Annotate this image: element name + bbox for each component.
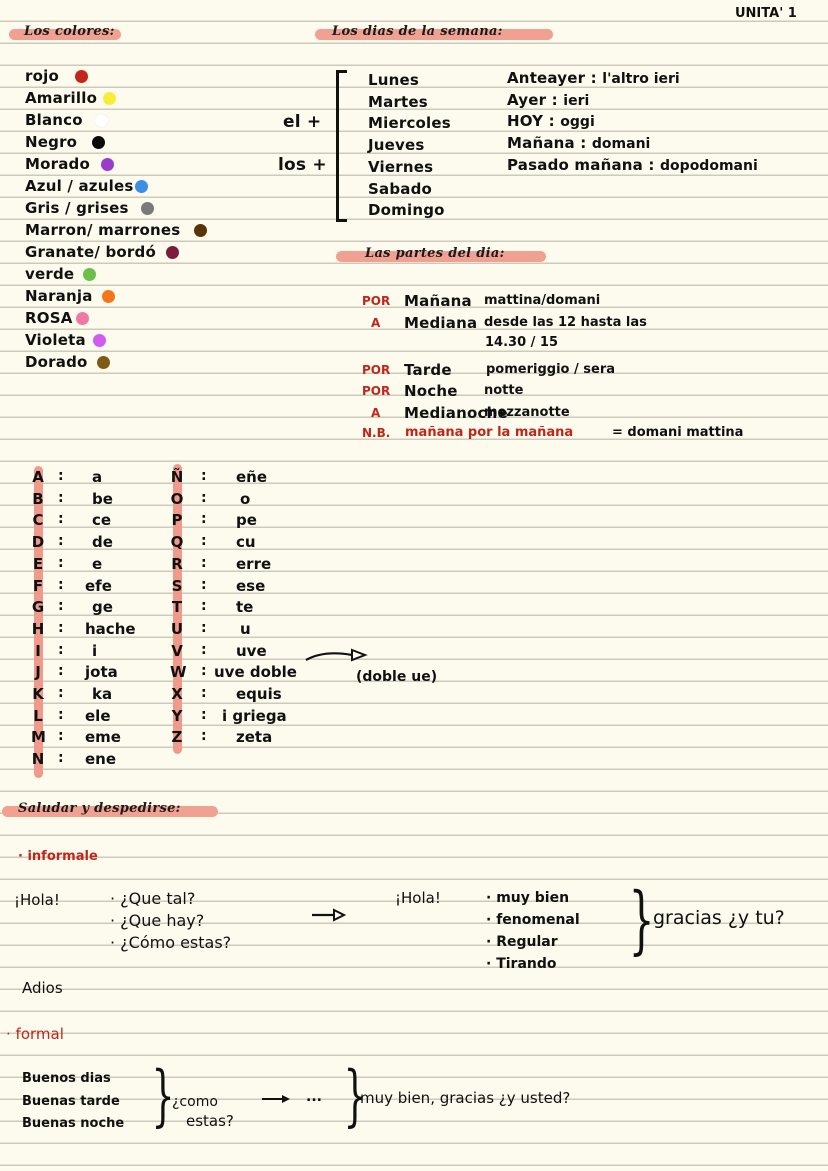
- alphabet-name: ele: [85, 706, 111, 725]
- time-of-day: Noche: [404, 382, 458, 400]
- colon: :: [58, 728, 64, 745]
- alphabet-letter: G: [31, 598, 45, 617]
- colon: :: [58, 576, 64, 593]
- color-name: Marron/ marrones: [25, 221, 181, 239]
- alphabet-letter: Y: [171, 706, 183, 725]
- color-dot-2: [95, 114, 108, 127]
- formal-estas: estas?: [186, 1112, 234, 1130]
- time-preposition: A: [371, 406, 381, 420]
- question-que-hay: · ¿Que hay?: [110, 911, 205, 930]
- alphabet-name: ene: [85, 750, 117, 769]
- formal-buenas-noche: Buenas noche: [22, 1116, 125, 1131]
- alphabet-name: efe: [85, 576, 112, 595]
- relative-day-italian: domani: [591, 136, 651, 153]
- colon: :: [201, 663, 207, 680]
- color-dot-3: [92, 136, 105, 149]
- alphabet-name: be: [92, 489, 113, 508]
- time-translation: mattina/domani: [484, 293, 601, 308]
- question-que-tal: · ¿Que tal?: [110, 889, 196, 908]
- relative-day-spanish: Anteayer: [507, 69, 586, 87]
- formal-label: · formal: [6, 1025, 64, 1043]
- alphabet-name: o: [240, 489, 251, 508]
- color-name: Blanco: [25, 111, 83, 129]
- color-dot-9: [83, 268, 96, 281]
- color-name: Azul / azules: [25, 177, 134, 195]
- color-dot-10: [102, 290, 115, 303]
- formal-reply: muy bien, gracias ¿y usted?: [360, 1089, 571, 1107]
- hola-reply: ¡Hola!: [395, 889, 441, 907]
- alphabet-letter: Ñ: [170, 468, 184, 486]
- alphabet-name: equis: [236, 685, 282, 703]
- day-name: Domingo: [368, 201, 445, 220]
- relative-day-row: [507, 155, 758, 174]
- alphabet-name: uve: [236, 641, 267, 660]
- alphabet-letter: R: [171, 554, 183, 573]
- relative-day-spanish: Ayer: [507, 90, 547, 109]
- hola-informal: ¡Hola!: [14, 891, 60, 909]
- colon: :: [201, 728, 207, 745]
- time-of-day: Mediana: [404, 314, 478, 332]
- relative-day-spanish: Mañana: [507, 134, 575, 153]
- alphabet-letter: F: [32, 576, 44, 595]
- alphabet-name: erre: [236, 554, 272, 573]
- arrow-icon: [304, 648, 368, 664]
- arrow-right-icon: [310, 908, 346, 922]
- color-dot-1: [103, 92, 116, 105]
- colon: :: [201, 619, 207, 636]
- relative-day-row: [507, 133, 650, 152]
- relative-day-italian: l'altro ieri: [602, 71, 680, 87]
- alphabet-name: e: [92, 554, 103, 573]
- color-dot-12: [93, 334, 106, 347]
- relative-day-italian: oggi: [560, 114, 595, 131]
- alphabet-letter: Z: [171, 728, 183, 747]
- answers-brace: }: [628, 877, 655, 963]
- dias-title: Los dias de la semana:: [332, 24, 503, 39]
- relative-day-row: [507, 68, 680, 87]
- relative-day-italian: dopodomani: [660, 157, 758, 174]
- color-dot-11: [76, 312, 89, 325]
- color-name: Gris / grises: [25, 199, 129, 217]
- separator: :: [642, 155, 661, 174]
- colon: :: [58, 706, 64, 723]
- time-translation: desde las 12 hasta las: [484, 315, 647, 330]
- formal-buenos-dias: Buenos dias: [22, 1071, 111, 1086]
- alphabet-letter: B: [32, 489, 44, 508]
- alphabet-letter: A: [32, 468, 44, 486]
- color-dot-4: [101, 158, 114, 171]
- colon: :: [58, 619, 64, 636]
- alphabet-name: ce: [92, 511, 112, 530]
- adios: Adios: [22, 979, 63, 997]
- colon: :: [58, 685, 64, 701]
- alphabet-name: i: [92, 641, 98, 660]
- alphabet-name: ge: [92, 598, 113, 617]
- colon: :: [58, 468, 64, 484]
- partes-title: Las partes del dia:: [365, 246, 505, 261]
- alphabet-name: eñe: [236, 468, 268, 486]
- relative-day-spanish: Pasado mañana: [507, 155, 643, 174]
- time-translation: mezzanotte: [484, 405, 570, 420]
- color-dot-7: [194, 224, 207, 237]
- color-name: ROSA: [25, 309, 73, 327]
- formal-reply-brace: }: [343, 1057, 367, 1134]
- formal-como: ¿como: [172, 1094, 218, 1110]
- alphabet-letter: E: [32, 554, 44, 573]
- colores-title: Los colores:: [24, 24, 115, 39]
- article-el: el +: [283, 112, 322, 132]
- relative-day-italian: ieri: [563, 92, 590, 109]
- color-name: Naranja: [25, 287, 93, 305]
- time-translation: 14.30 / 15: [485, 335, 559, 350]
- alphabet-name: u: [240, 619, 251, 638]
- alphabet-name: pe: [236, 511, 257, 530]
- color-name: rojo: [25, 67, 59, 85]
- answer-option: · muy bien: [486, 890, 570, 906]
- separator: :: [585, 69, 603, 87]
- alphabet-letter: O: [170, 489, 184, 508]
- unit-label: UNITA' 1: [735, 6, 797, 21]
- color-name: Violeta: [25, 331, 86, 349]
- note-italian: = domani mattina: [612, 425, 744, 440]
- informal-label: · informale: [18, 849, 98, 864]
- alphabet-letter: Q: [170, 533, 184, 552]
- alphabet-letter: V: [171, 641, 183, 660]
- alphabet-letter: M: [31, 728, 46, 747]
- formal-ellipsis: ...: [306, 1089, 322, 1105]
- separator: :: [543, 112, 561, 131]
- note-spanish: mañana por la mañana: [405, 425, 574, 440]
- alphabet-letter: P: [171, 511, 183, 530]
- color-dot-0: [75, 70, 88, 83]
- time-of-day: Mañana: [404, 292, 472, 310]
- answer-option: · fenomenal: [486, 912, 580, 928]
- alphabet-name: hache: [85, 619, 136, 638]
- alphabet-name: a: [92, 468, 103, 486]
- alphabet-name: ka: [92, 685, 113, 703]
- colon: :: [58, 663, 64, 680]
- time-translation: pomeriggio / sera: [486, 362, 616, 377]
- note-prefix: N.B.: [362, 426, 391, 440]
- alphabet-letter: N: [31, 750, 45, 769]
- answer-option: · Tirando: [486, 956, 557, 972]
- separator: :: [546, 90, 564, 109]
- colon: :: [58, 598, 64, 615]
- formal-buenas-tarde: Buenas tarde: [22, 1094, 120, 1109]
- colon: :: [201, 706, 207, 723]
- day-name: Lunes: [368, 71, 420, 89]
- time-preposition: A: [371, 316, 381, 330]
- alphabet-letter: U: [170, 619, 184, 638]
- formal-greetings-brace: }: [151, 1057, 175, 1134]
- colon: :: [58, 533, 64, 550]
- alphabet-letter: D: [31, 533, 45, 552]
- colon: :: [201, 489, 207, 506]
- doble-ue-note: (doble ue): [356, 669, 438, 685]
- colon: :: [58, 489, 64, 506]
- day-name: Viernes: [368, 157, 434, 176]
- alphabet-letter: I: [35, 641, 41, 660]
- alphabet-letter: T: [171, 598, 183, 617]
- color-name: Granate/ bordó: [25, 243, 156, 261]
- arrow-right-icon-formal: [260, 1093, 292, 1105]
- alphabet-name: uve doble: [214, 663, 297, 682]
- time-preposition: POR: [362, 294, 391, 308]
- alphabet-name: eme: [85, 728, 121, 747]
- day-name: Martes: [368, 92, 428, 111]
- time-translation: notte: [484, 383, 524, 398]
- alphabet-letter: S: [171, 576, 183, 595]
- relative-day-row: [507, 111, 595, 130]
- days-bracket: [336, 70, 347, 222]
- article-los: los +: [278, 155, 327, 175]
- time-of-day: Tarde: [404, 361, 452, 379]
- alphabet-letter: W: [170, 663, 187, 682]
- relative-day-spanish: HOY: [507, 112, 544, 131]
- color-name: Morado: [25, 155, 90, 173]
- gracias-y-tu: gracias ¿y tu?: [653, 907, 785, 929]
- day-name: Sabado: [368, 179, 433, 198]
- alphabet-name: zeta: [236, 728, 273, 747]
- color-dot-6: [141, 202, 154, 215]
- color-dot-8: [166, 246, 179, 259]
- alphabet-letter: X: [171, 685, 183, 703]
- colon: :: [58, 641, 64, 658]
- color-name: Negro: [25, 133, 78, 151]
- alphabet-name: ese: [236, 576, 266, 595]
- time-of-day: Medianoche: [404, 404, 508, 422]
- colon: :: [201, 511, 207, 528]
- alphabet-letter: K: [32, 685, 44, 703]
- time-preposition: POR: [362, 384, 391, 398]
- alphabet-name: jota: [85, 663, 118, 682]
- color-name: Dorado: [25, 353, 88, 371]
- alphabet-name: cu: [236, 533, 256, 552]
- colon: :: [201, 685, 207, 701]
- alphabet-name: de: [92, 533, 113, 552]
- alphabet-letter: H: [31, 619, 45, 638]
- colon: :: [58, 511, 64, 528]
- alphabet-letter: L: [33, 706, 43, 725]
- alphabet-name: te: [236, 598, 254, 617]
- alphabet-letter: C: [32, 511, 44, 530]
- colon: :: [58, 554, 64, 571]
- colon: :: [201, 533, 207, 550]
- colon: :: [201, 598, 207, 615]
- answer-option: · Regular: [486, 934, 558, 950]
- colon: :: [201, 576, 207, 593]
- day-name: Miercoles: [368, 114, 451, 133]
- colon: :: [58, 750, 64, 767]
- alphabet-letter: J: [35, 663, 41, 682]
- day-name: Jueves: [368, 136, 425, 155]
- relative-day-row: [507, 90, 589, 109]
- color-name: Amarillo: [25, 89, 98, 107]
- color-dot-13: [97, 356, 110, 369]
- color-dot-5: [135, 180, 148, 193]
- colon: :: [201, 554, 207, 571]
- colon: :: [201, 641, 207, 658]
- separator: :: [574, 134, 592, 153]
- question-como-estas: · ¿Cómo estas?: [110, 933, 232, 952]
- saludar-title: Saludar y despedirse:: [18, 801, 181, 816]
- alphabet-name: i griega: [222, 706, 287, 725]
- time-preposition: POR: [362, 363, 391, 377]
- colon: :: [201, 468, 207, 484]
- color-name: verde: [25, 265, 75, 283]
